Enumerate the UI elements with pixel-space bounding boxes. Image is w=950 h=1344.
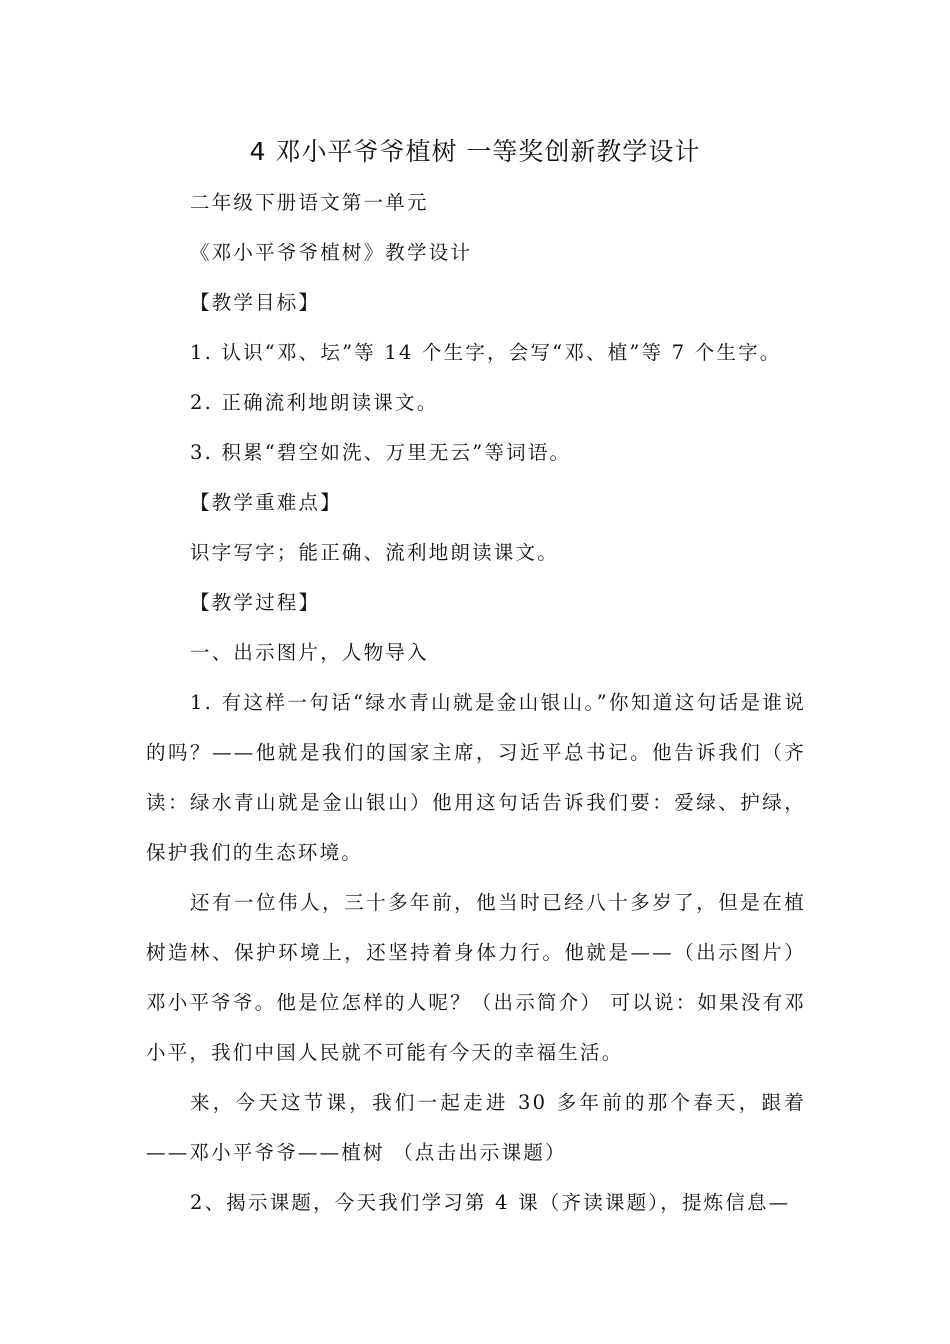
goal-item-3: 3. 积累“碧空如洗、万里无云”等词语。 (190, 441, 572, 464)
design-heading: 《邓小平爷爷植树》教学设计 (190, 241, 473, 264)
document-body (146, 178, 806, 1228)
step-heading-1: 一、出示图片，人物导入 (190, 641, 429, 664)
section-heading-keypoints: 【教学重难点】 (190, 491, 342, 514)
keypoints-text: 识字写字；能正确、流利地朗读课文。 (190, 541, 559, 564)
section-heading-goals: 【教学目标】 (190, 291, 321, 314)
section-heading-process: 【教学过程】 (190, 591, 321, 614)
goal-item-2: 2. 正确流利地朗读课文。 (190, 391, 439, 414)
paragraph-1: 1. 有这样一句话“绿水青山就是金山银山。”你知道这句话是谁说的吗？——他就是我们的国家主席，习近平总书记。他告诉我们（齐读：绿水青山就是金山银山）他用这句话告诉我们要：爱绿、护绿，保护我们的生态环境。 (146, 691, 806, 864)
document-title: 4 邓小平爷爷植树 一等奖创新教学设计 (249, 137, 701, 166)
paragraph-2: 还有一位伟人，三十多年前，他当时已经八十多岁了，但是在植树造林、保护环境上，还坚持着身体力行。他就是——（出示图片）邓小平爷爷。他是位怎样的人呢？（出示简介） 可以说：如果没有邓小平，我们中国人民就不可能有今天的幸福生活。 (146, 891, 806, 1064)
goal-item-1: 1. 认识“邓、坛”等 14 个生字，会写“邓、植”等 7 个生字。 (190, 341, 782, 364)
paragraph-4: 2、揭示课题，今天我们学习第 4 课（齐读课题），提炼信息— (190, 1191, 791, 1214)
unit-heading: 二年级下册语文第一单元 (190, 191, 429, 214)
paragraph-3: 来，今天这节课，我们一起走进 30 多年前的那个春天，跟着——邓小平爷爷——植树 （点击出示课题） (146, 1091, 806, 1164)
